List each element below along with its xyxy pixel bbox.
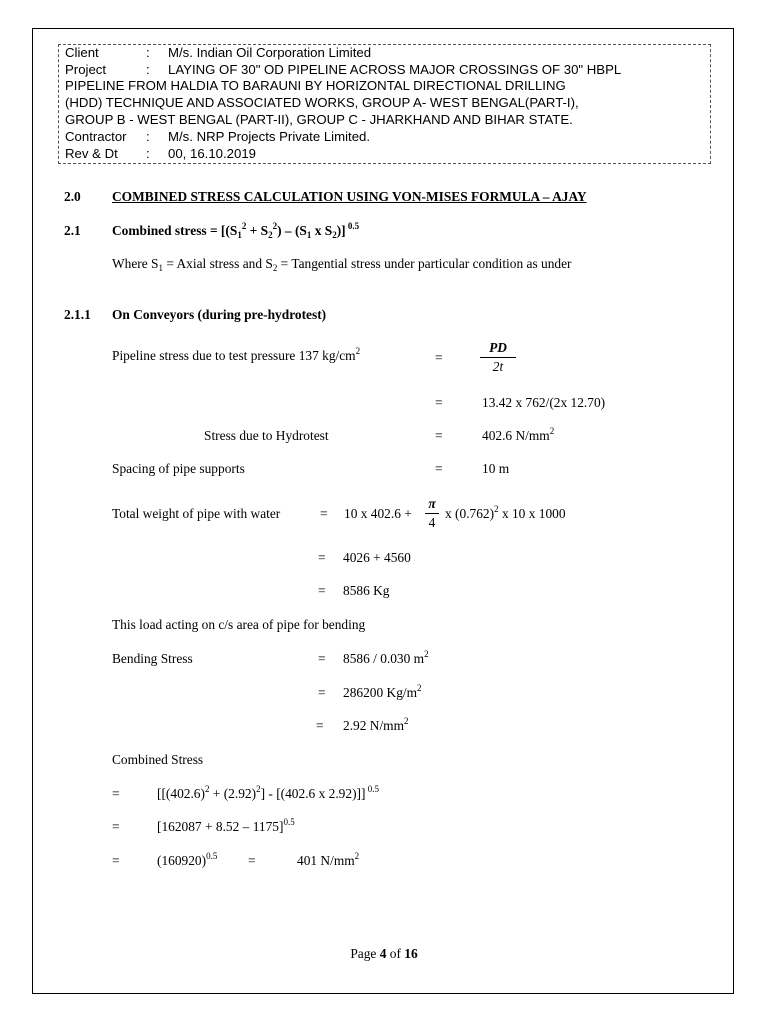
colon: :	[146, 146, 150, 161]
client-label: Client	[65, 45, 99, 60]
equals-sign: =	[318, 550, 326, 565]
equals-sign: =	[435, 350, 443, 365]
load-text: This load acting on c/s area of pipe for bending	[112, 617, 366, 632]
equals-sign: =	[316, 718, 324, 733]
bending-step-1: 8586 / 0.030 $m^2$	[343, 649, 429, 666]
colon: :	[146, 129, 150, 144]
contractor-label: Contractor	[65, 129, 127, 144]
where-text: Where $S_1$ = Axial stress and $S_2$ = Tangential stress under particular condition as under	[112, 256, 572, 273]
equals-sign: =	[112, 819, 120, 834]
bending-step-2: 286200 $Kg/m^2$	[343, 683, 422, 700]
hydrotest-value: 402.6 $N/mm^2$	[482, 426, 555, 443]
section-2-1-1-title: On Conveyors (during pre-hydrotest)	[112, 307, 327, 322]
combined-result: 401 $N/mm^2$	[297, 851, 360, 868]
colon: :	[146, 45, 150, 60]
stress-step-1: 13.42 x 762/(2x 12.70)	[482, 395, 606, 410]
equals-sign: =	[112, 853, 120, 868]
pipeline-stress-label: Pipeline stress due to test pressure 137 $kg/cm^2$	[112, 346, 361, 363]
equals-sign: =	[248, 853, 256, 868]
page-number: Page 4 of 16	[350, 946, 418, 961]
combined-step-3: $(160920)^{0.5}$	[157, 851, 218, 868]
section-2-0-number: 2.0	[64, 189, 81, 204]
section-2-1-number: 2.1	[64, 223, 81, 238]
equals-sign: =	[435, 395, 443, 410]
spacing-label: Spacing of pipe supports	[112, 461, 245, 476]
weight-expr-b: x $(0.762)^2$ x 10 x 1000	[445, 504, 566, 521]
contractor-value: M/s. NRP Projects Private Limited.	[168, 129, 371, 144]
equals-sign: =	[435, 428, 443, 443]
section-2-0-title: COMBINED STRESS CALCULATION USING VON-MISES FORMULA – AJAY	[112, 189, 587, 204]
equals-sign: =	[112, 786, 120, 801]
pd-over-2t-fraction: PD 2t	[480, 340, 516, 375]
rev-value: 00, 16.10.2019	[168, 146, 256, 161]
weight-expr-a: 10 x 402.6 +	[344, 506, 412, 521]
weight-label: Total weight of pipe with water	[112, 506, 281, 521]
rev-label: Rev & Dt	[65, 146, 118, 161]
equals-sign: =	[318, 685, 326, 700]
equals-sign: =	[435, 461, 443, 476]
pi-over-4-fraction: π 4	[425, 496, 439, 531]
equals-sign: =	[318, 651, 326, 666]
equals-sign: =	[320, 506, 328, 521]
spacing-value: 10 m	[482, 461, 510, 476]
project-line-1: LAYING OF 30" OD PIPELINE ACROSS MAJOR CROSSINGS OF 30" HBPL	[168, 62, 622, 77]
colon: :	[146, 62, 150, 77]
combined-step-2: $[162087 + 8.52 - 1175]^{0.5}$	[157, 817, 295, 834]
equals-sign: =	[318, 583, 326, 598]
hydrotest-label: Stress due to Hydrotest	[204, 428, 329, 443]
combined-step-1: [$[(402.6)^2 + (2.92)^2] - [(402.6$ x 2.92)]] $^{0.5}$	[157, 784, 379, 801]
client-value: M/s. Indian Oil Corporation Limited	[168, 45, 372, 60]
weight-step-3: 8586 Kg	[343, 583, 390, 598]
section-2-1-1-number: 2.1.1	[64, 307, 91, 322]
weight-step-2: 4026 + 4560	[343, 550, 411, 565]
bending-label: Bending Stress	[112, 651, 193, 666]
bending-step-3: 2.92 $N/mm^2$	[343, 716, 409, 733]
combined-stress-formula: Combined stress = [$(S_1^2 + S_2^2) - (S_1$ x $S_2$)] $^{0.5}$	[112, 221, 360, 240]
combined-stress-label: Combined Stress	[112, 752, 204, 767]
project-label: Project	[65, 62, 107, 77]
